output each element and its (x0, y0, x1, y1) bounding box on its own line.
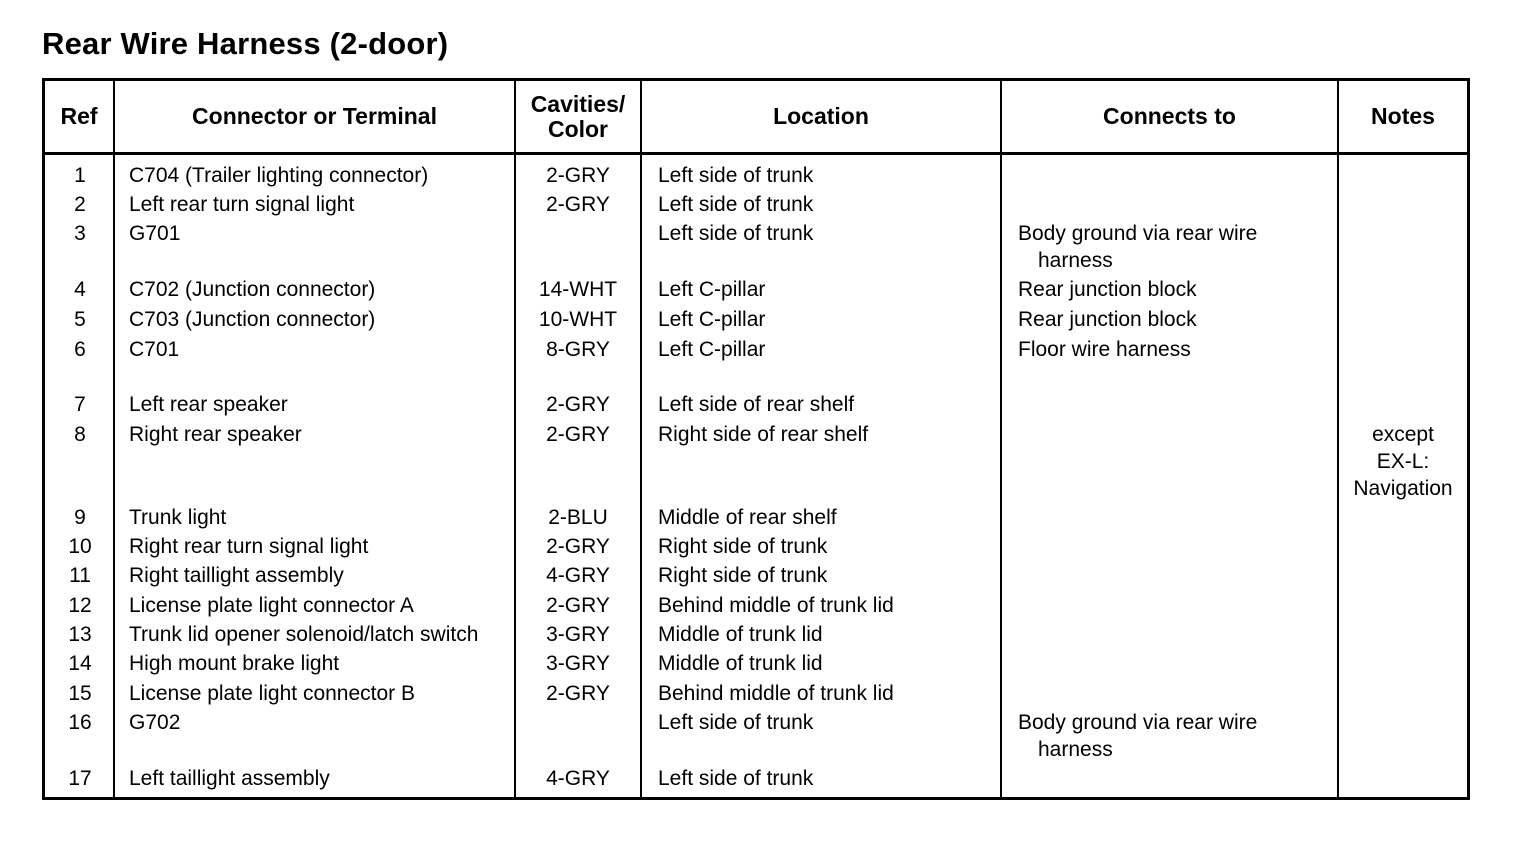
row-connector: Right rear turn signal light (129, 535, 369, 558)
row-connector: Left rear turn signal light (129, 193, 355, 216)
row-ref: 14 (68, 652, 92, 675)
row-connects-to: Body ground via rear wire (1018, 222, 1258, 245)
row-cavities-color: 2-GRY (546, 423, 610, 446)
row-cavities-color: 2-GRY (546, 164, 610, 187)
row-location: Left side of trunk (658, 711, 814, 734)
row-connector: License plate light connector A (129, 594, 414, 617)
row-cavities-color: 4-GRY (546, 564, 610, 587)
row-connector: C701 (129, 338, 180, 361)
row-connector: G702 (129, 711, 181, 734)
row-ref: 13 (68, 623, 92, 646)
notes-cell: except EX-L: Navigation (1353, 423, 1453, 500)
row-ref: 1 (74, 164, 86, 187)
row-ref: 5 (74, 308, 86, 331)
column-header-connector: Connector or Terminal (192, 103, 437, 129)
row-ref: 16 (68, 711, 92, 734)
row-location: Right side of trunk (658, 564, 828, 587)
row-connector: High mount brake light (129, 652, 340, 675)
row-location: Behind middle of trunk lid (658, 682, 894, 705)
row-location: Left C-pillar (658, 278, 766, 301)
row-location: Middle of rear shelf (658, 506, 837, 529)
row-ref: 11 (69, 564, 91, 587)
row-connects-to: Body ground via rear wire (1018, 711, 1258, 734)
column-header-cavities-color: Cavities/ Color (530, 90, 626, 142)
row-location: Left side of rear shelf (658, 393, 855, 416)
row-ref: 10 (68, 535, 92, 558)
row-connector: C704 (Trailer lighting connector) (129, 164, 429, 187)
column-header-location: Location (773, 103, 869, 129)
row-ref: 3 (74, 222, 86, 245)
row-cavities-color: 2-GRY (546, 682, 610, 705)
header-divider (45, 152, 1467, 155)
row-connector: Left rear speaker (129, 393, 288, 416)
row-cavities-color: 2-GRY (546, 393, 610, 416)
row-cavities-color: 8-GRY (546, 338, 610, 361)
row-ref: 4 (74, 278, 86, 301)
row-ref: 17 (68, 767, 92, 790)
row-ref: 2 (74, 193, 86, 216)
row-connects-to: Floor wire harness (1018, 338, 1191, 361)
row-location: Left side of trunk (658, 164, 814, 187)
row-connector: Right rear speaker (129, 423, 302, 446)
row-cavities-color: 3-GRY (546, 623, 610, 646)
row-cavities-color: 2-GRY (546, 535, 610, 558)
row-ref: 15 (68, 682, 92, 705)
column-divider (1000, 81, 1002, 797)
row-location: Left side of trunk (658, 222, 814, 245)
row-connector: License plate light connector B (129, 682, 416, 705)
row-ref: 12 (68, 594, 92, 617)
row-location: Right side of rear shelf (658, 423, 869, 446)
row-location: Left C-pillar (658, 338, 766, 361)
row-connector: C702 (Junction connector) (129, 278, 376, 301)
wire-harness-table (42, 78, 1470, 800)
row-connector: C703 (Junction connector) (129, 308, 376, 331)
row-ref: 8 (74, 423, 86, 446)
row-ref: 7 (74, 393, 86, 416)
row-cavities-color: 2-BLU (548, 506, 608, 529)
row-location: Middle of trunk lid (658, 652, 823, 675)
row-location: Behind middle of trunk lid (658, 594, 894, 617)
row-connector: G701 (129, 222, 181, 245)
row-cavities-color: 2-GRY (546, 193, 610, 216)
row-cavities-color: 14-WHT (538, 278, 618, 301)
row-cavities-color: 3-GRY (546, 652, 610, 675)
row-connects-to-cont: harness (1038, 738, 1113, 761)
row-connector: Trunk light (129, 506, 227, 529)
row-location: Middle of trunk lid (658, 623, 823, 646)
column-divider (640, 81, 642, 797)
row-connects-to: Rear junction block (1018, 308, 1197, 331)
row-ref: 9 (74, 506, 86, 529)
row-connects-to-cont: harness (1038, 249, 1113, 272)
page-title: Rear Wire Harness (2-door) (42, 26, 449, 61)
column-header-connects-to: Connects to (1103, 103, 1236, 129)
row-location: Left side of trunk (658, 193, 814, 216)
row-connector: Trunk lid opener solenoid/latch switch (129, 623, 479, 646)
row-cavities-color: 10-WHT (538, 308, 618, 331)
row-connector: Right taillight assembly (129, 564, 344, 587)
row-connector: Left taillight assembly (129, 767, 330, 790)
row-location: Left side of trunk (658, 767, 814, 790)
row-connects-to: Rear junction block (1018, 278, 1197, 301)
row-location: Left C-pillar (658, 308, 766, 331)
column-header-ref: Ref (60, 103, 98, 129)
row-cavities-color: 4-GRY (546, 767, 610, 790)
column-header-notes: Notes (1371, 103, 1435, 129)
row-location: Right side of trunk (658, 535, 828, 558)
row-ref: 6 (74, 338, 86, 361)
row-cavities-color: 2-GRY (546, 594, 610, 617)
